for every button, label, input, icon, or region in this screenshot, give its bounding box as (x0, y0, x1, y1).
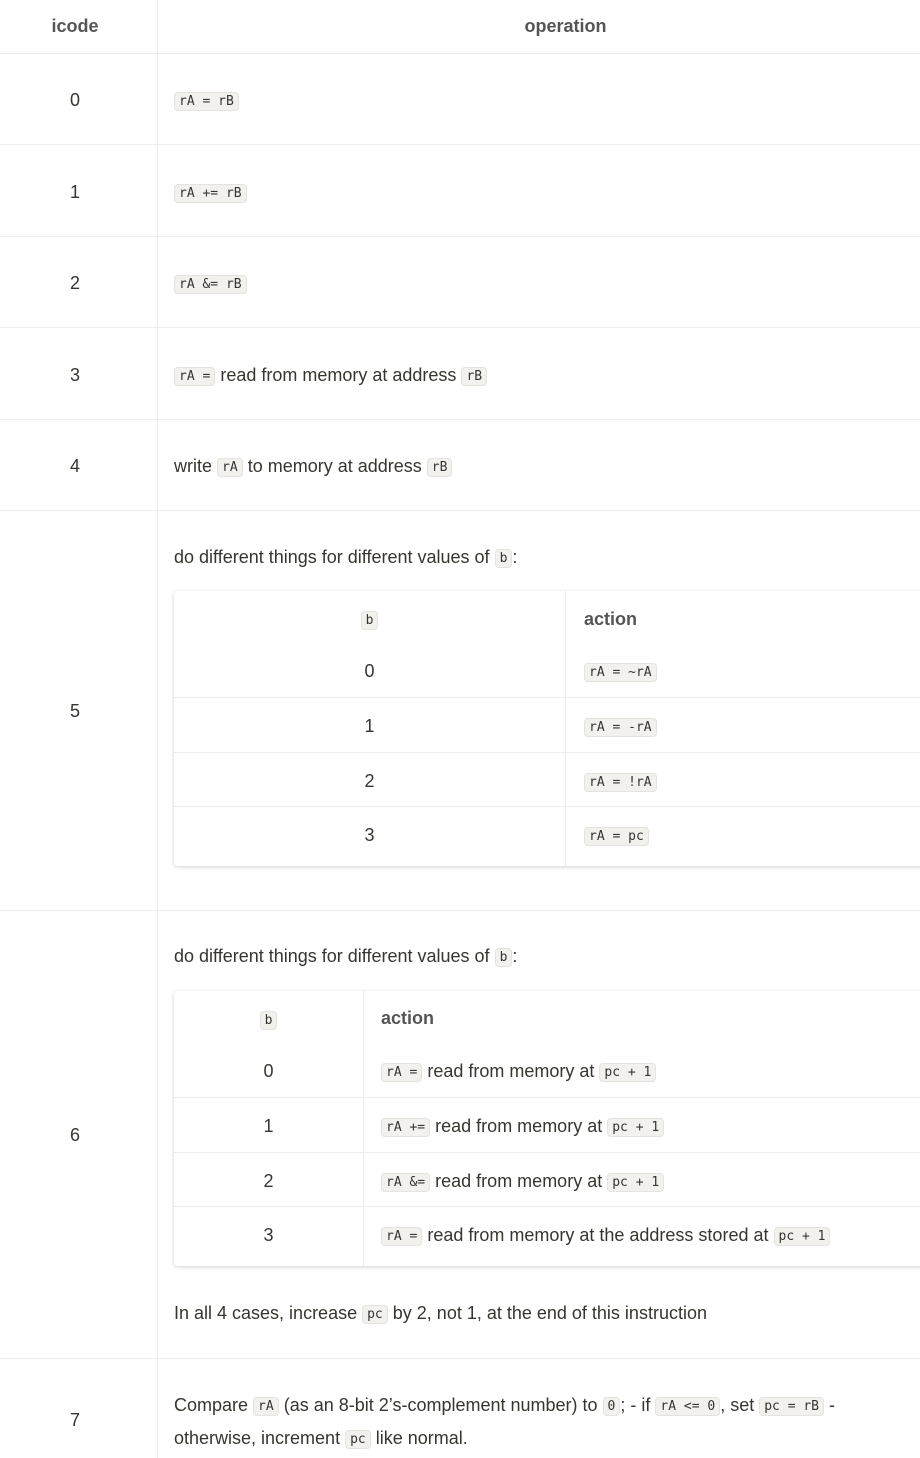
nested-b-cell: 1 (364, 716, 375, 736)
operation-cell (174, 90, 239, 111)
operation-footer: In all 4 cases, increase pc by 2, not 1, at the end of this instruction (174, 1303, 707, 1323)
operation-text: read from memory at address (220, 365, 457, 385)
nested-b-cell: 0 (263, 1061, 274, 1081)
code-snippet: rA = (174, 367, 215, 386)
code-snippet: pc (345, 1430, 371, 1449)
table-row (0, 145, 920, 237)
nested-b-cell: 0 (364, 661, 375, 681)
nested-action-cell: rA += read from memory at pc + 1 (381, 1116, 664, 1137)
operation-column-header: operation (524, 16, 607, 36)
nested-row (174, 753, 920, 807)
icode-cell: 7 (69, 1410, 80, 1430)
code-snippet: 0 (603, 1397, 621, 1416)
nested-b-cell: 3 (364, 825, 375, 845)
operation-cell (174, 456, 452, 477)
nested-action-cell: rA = ~rA (584, 661, 657, 682)
nested-b-cell: 2 (263, 1171, 274, 1191)
code-snippet: rA += rB (174, 184, 247, 203)
nested-row (174, 1207, 920, 1266)
operation-cell (174, 273, 247, 294)
nested-table (174, 591, 920, 866)
code-snippet: rA <= 0 (655, 1397, 720, 1416)
nested-b-cell: 3 (263, 1225, 274, 1245)
icode-cell: 6 (69, 1125, 80, 1145)
code-snippet: pc = rB (759, 1397, 824, 1416)
nested-header-b: b (174, 609, 565, 630)
nested-table (174, 991, 920, 1266)
nested-b-cell: 1 (263, 1116, 274, 1136)
operation-cell (174, 365, 487, 386)
nested-action-cell: rA = pc (584, 825, 649, 846)
nested-table-header (174, 991, 920, 1043)
icode-cell: 2 (69, 273, 80, 293)
nested-row (174, 807, 920, 866)
nested-row (174, 1098, 920, 1153)
nested-action-cell: rA = -rA (584, 716, 657, 737)
nested-action-cell: rA = !rA (584, 771, 657, 792)
icode-column-header: icode (51, 16, 99, 36)
code-snippet: rB (427, 458, 453, 477)
icode-cell: 4 (69, 456, 80, 476)
code-snippet: pc (362, 1305, 388, 1324)
table-row (0, 511, 920, 911)
icode-cell: 5 (69, 701, 80, 721)
nested-header-b: b (174, 1009, 363, 1030)
code-snippet: rA (217, 458, 243, 477)
nested-row (174, 1043, 920, 1098)
operation-intro: do different things for different values of b : (174, 547, 518, 567)
nested-row (174, 698, 920, 753)
operation-cell: Compare rA (as an 8-bit 2’s-complement number) to 0 ; - if rA <= 0 , set pc = rB - otherwise, increment pc like normal. (174, 1395, 836, 1448)
icode-cell: 3 (69, 365, 80, 385)
nested-row (174, 643, 920, 698)
operation-text: write (174, 456, 213, 476)
table-row (0, 328, 920, 420)
icode-cell: 0 (69, 90, 80, 110)
nested-header-action: action (584, 609, 638, 629)
table-row (0, 420, 920, 511)
icode-cell: 1 (69, 182, 80, 202)
nested-action-cell: rA &= read from memory at pc + 1 (381, 1171, 664, 1192)
table-row (0, 54, 920, 145)
table-row (0, 237, 920, 328)
table-row (0, 911, 920, 1359)
table-header (0, 0, 920, 54)
nested-action-cell: rA = read from memory at pc + 1 (381, 1061, 656, 1082)
code-snippet: rA (253, 1397, 279, 1416)
nested-row (174, 1153, 920, 1207)
code-snippet: rA &= rB (174, 275, 247, 294)
operation-text: to memory at address (247, 456, 422, 476)
code-snippet: rA = rB (174, 92, 239, 111)
nested-action-cell: rA = read from memory at the address stored at pc + 1 (381, 1225, 830, 1246)
operation-intro: do different things for different values of b : (174, 946, 518, 966)
code-snippet: b (495, 948, 513, 967)
code-snippet: rB (461, 367, 487, 386)
nested-header-action: action (381, 1008, 435, 1028)
table-row (0, 1359, 920, 1458)
code-snippet: b (495, 549, 513, 568)
nested-b-cell: 2 (364, 771, 375, 791)
nested-table-header (174, 591, 920, 643)
operation-cell (174, 182, 247, 203)
